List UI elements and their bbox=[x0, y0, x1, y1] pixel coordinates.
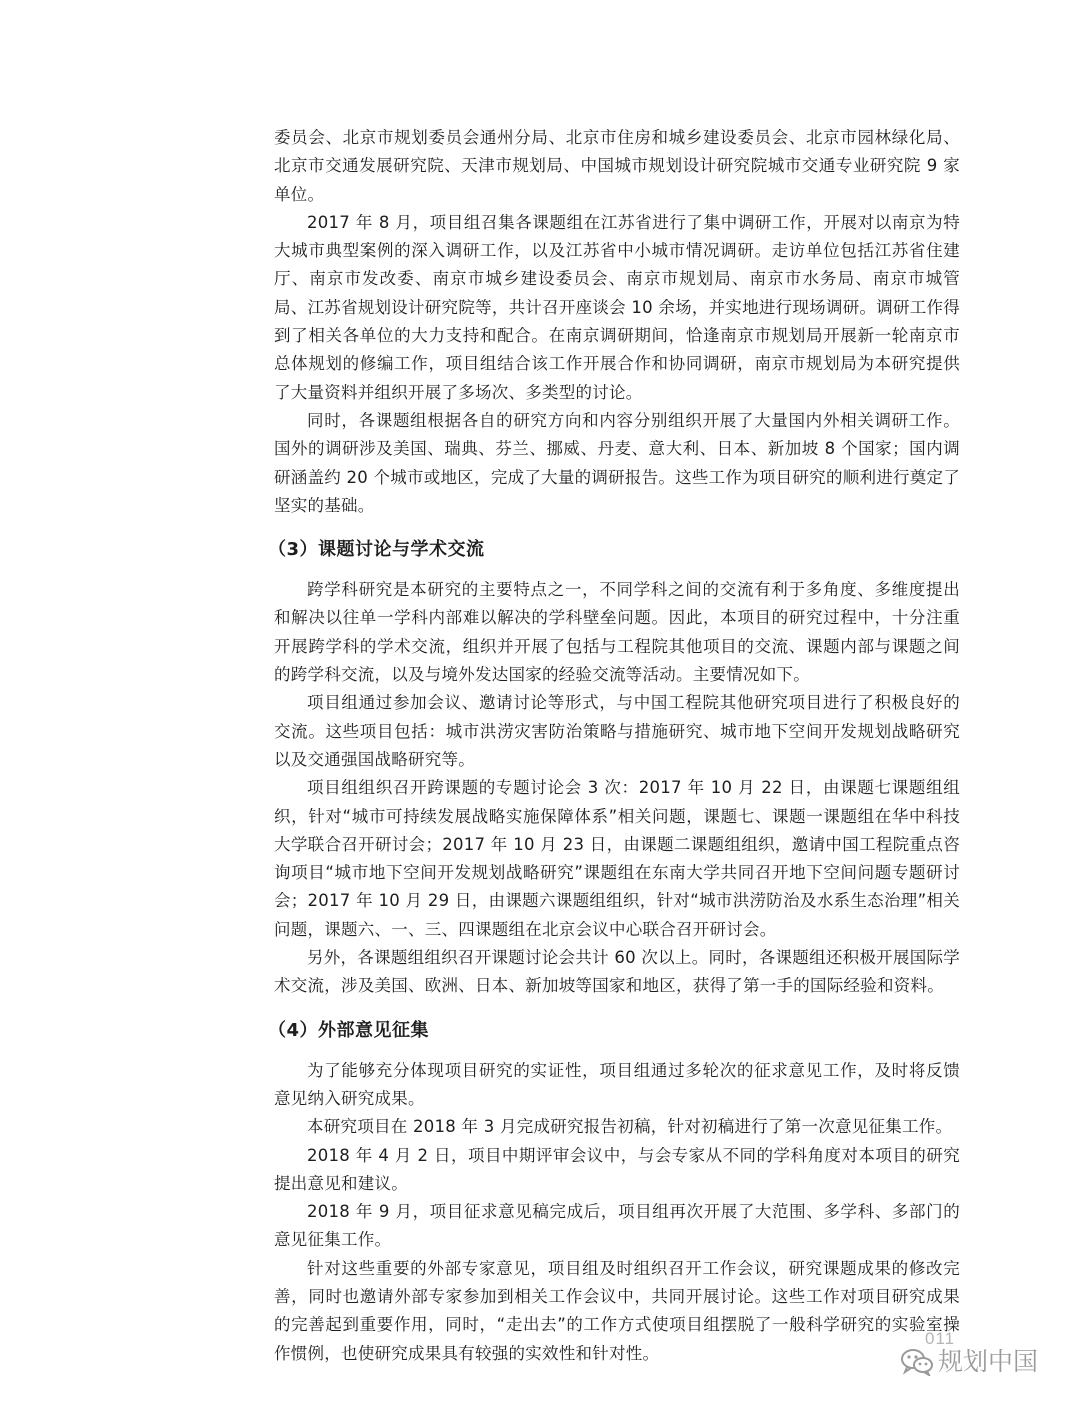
section-heading-3: （3）课题讨论与学术交流 bbox=[268, 539, 485, 561]
page-body bbox=[268, 124, 960, 1368]
paragraph-continued: 委员会、北京市规划委员会通州分局、北京市住房和城乡建设委员会、北京市园林绿化局、北京市交通发展研究院、天津市规划局、中国城市规划设计研究院城市交通专业研究院 9 家单位。 bbox=[274, 128, 960, 204]
paragraph-interdisciplinary: 跨学科研究是本研究的主要特点之一，不同学科之间的交流有利于多角度、多维度提出和解决以往单一学科内部难以解决的学科壁垒问题。因此，本项目的研究过程中，十分注重开展跨学科的学术交流，组织并开展了包括与工程院其他项目的交流、课题内部与课题之间的跨学科交流，以及与境外发达国家的经验交流等活动。主要情况如下。 bbox=[274, 580, 960, 685]
watermark bbox=[900, 1344, 1038, 1380]
section-heading-4: （4）外部意见征集 bbox=[268, 1019, 430, 1041]
paragraph-midterm-review: 2018 年 4 月 2 日，项目中期评审会议中，与会专家从不同的学科角度对本项目的研究提出意见和建议。 bbox=[274, 1145, 960, 1193]
paragraph-engineering-academy: 项目组通过参加会议、邀请讨论等形式，与中国工程院其他研究项目进行了积极良好的交流。这些项目包括：城市洪涝灾害防治策略与措施研究、城市地下空间开发规划战略研究以及交通强国战略研究等。 bbox=[274, 693, 960, 769]
paragraph-jiangsu-survey: 2017 年 8 月，项目组召集各课题组在江苏省进行了集中调研工作，开展对以南京为特大城市典型案例的深入调研工作，以及江苏省中小城市情况调研。走访单位包括江苏省住建厅、南京市发改委、南京市城乡建设委员会、南京市规划局、南京市水务局、南京市城管局、江苏省规划设计研究院等，共计召开座谈会 10 余场，并实地进行现场调研。调研工作得到了相关各单位的大力支持和配合。在南京调研期间，恰逢南京市规划局开展新一轮南京市总体规划的修编工作，项目组结合该工作开展合作和协同调研，南京市规划局为本研究提供了大量资料并组织开展了多场次、多类型的讨论。 bbox=[274, 212, 960, 402]
paragraph-first-draft: 本研究项目在 2018 年 3 月完成研究报告初稿，针对初稿进行了第一次意见征集工作。 bbox=[307, 1117, 953, 1137]
paragraph-consultation-draft: 2018 年 9 月，项目征求意见稿完成后，项目组再次开展了大范围、多学科、多部门的意见征集工作。 bbox=[274, 1202, 960, 1250]
page-number: 011 bbox=[925, 1329, 956, 1348]
paragraph-international: 另外，各课题组组织召开课题讨论会共计 60 次以上。同时，各课题组还积极开展国际学术交流，涉及美国、欧洲、日本、新加坡等国家和地区，获得了第一手的国际经验和资料。 bbox=[274, 948, 960, 996]
paragraph-seminars: 项目组组织召开跨课题的专题讨论会 3 次：2017 年 10 月 22 日，由课题七课题组组织，针对“城市可持续发展战略实施保障体系”相关问题，课题七、课题一课题组在华中科技大学联合召开研讨会；2017 年 10 月 23 日，由课题二课题组组织，邀请中国工程院重点咨询项目“城市地下空间开发规划战略研究”课题组在东南大学共同召开地下空间问题专题研讨会；2017 年 10 月 29 日，由课题六课题组组织，针对“城市洪涝防治及水系生态治理”相关问题，课题六、一、三、四课题组在北京会议中心联合召开研讨会。 bbox=[274, 778, 960, 939]
watermark-text: 规划中国 bbox=[938, 1347, 1039, 1376]
wechat-icon bbox=[900, 1348, 938, 1376]
paragraph-empirical: 为了能够充分体现项目研究的实证性，项目组通过多轮次的征求意见工作，及时将反馈意见纳入研究成果。 bbox=[274, 1060, 960, 1108]
paragraph-domestic-foreign-survey: 同时，各课题组根据各自的研究方向和内容分别组织开展了大量国内外相关调研工作。国外的调研涉及美国、瑞典、芬兰、挪威、丹麦、意大利、日本、新加坡 8 个国家；国内调研涵盖约 20 个城市或地区，完成了大量的调研报告。这些工作为项目研究的顺利进行奠定了坚实的基础。 bbox=[274, 410, 960, 515]
paragraph-expert-opinions: 针对这些重要的外部专家意见，项目组及时组织召开工作会议，研究课题成果的修改完善，同时也邀请外部专家参加到相关工作会议中，共同开展讨论。这些工作对项目研究成果的完善起到重要作用，同时，“走出去”的工作方式使项目组摆脱了一般科学研究的实验室操作惯例，也使研究成果具有较强的实效性和针对性。 bbox=[274, 1258, 960, 1363]
